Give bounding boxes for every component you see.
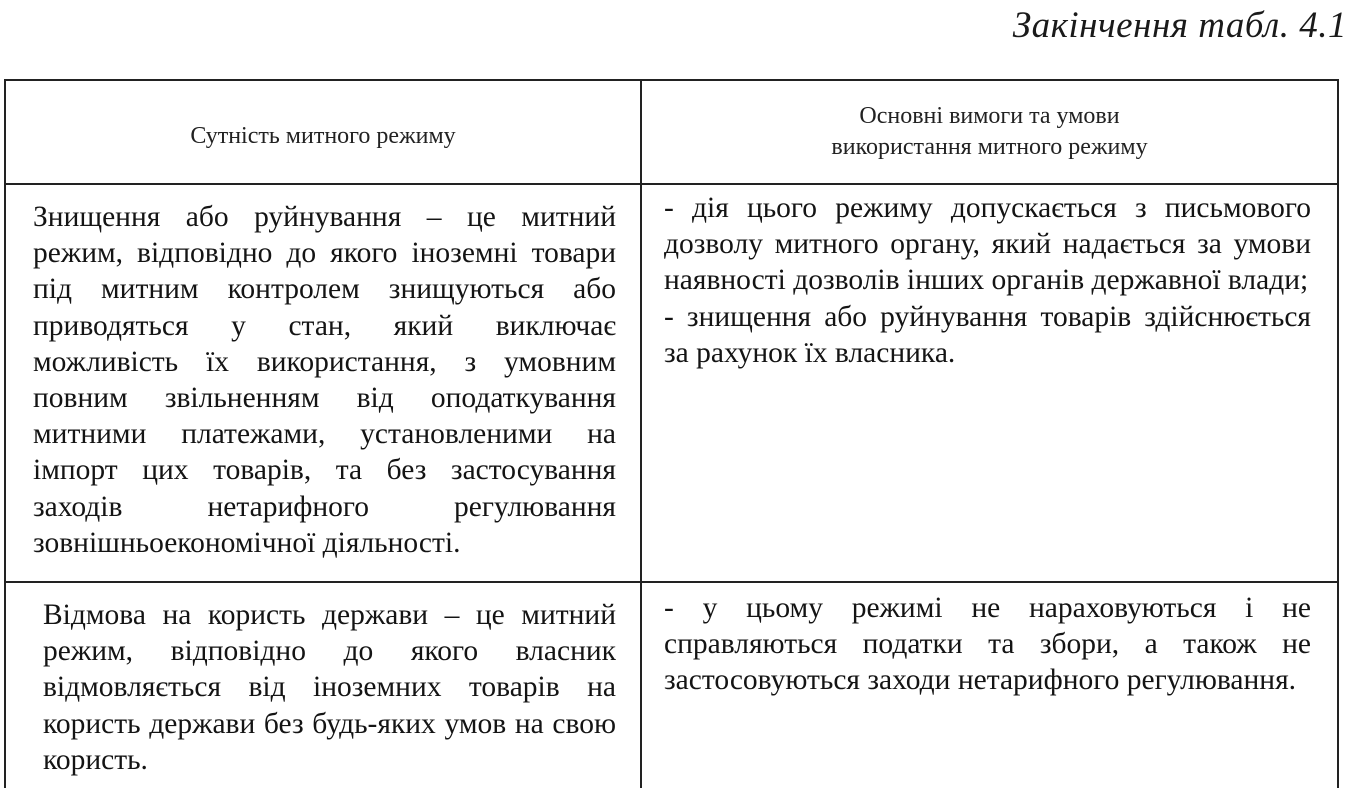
table-row [6,185,1337,583]
essence-text: Знищення або руйнування – це митний режим, відповідно до якого іноземні товари під митним контролем знищуються або приводяться у стан, який виключає можливість їх використання, з умовним повним звільненням від оподаткування митними платежами, установленими на імпорт цих товарів, та без застосування заходів нетарифного регулювання зовнішньоекономічної діяльності. [33,201,616,559]
essence-text: Відмова на користь держави – це митний режим, відповідно до якого власник відмовляється від іноземних товарів на користь держави без будь-яких умов на свою користь. [43,599,616,776]
requirements-cell [642,185,1337,581]
table-row [6,583,1337,788]
table-header-row [6,81,1337,185]
essence-cell [6,583,642,788]
table-caption: Закінчення табл. 4.1 [1012,5,1347,46]
header-essence: Сутність митного режиму [6,81,642,183]
essence-cell [6,185,642,581]
requirements-cell [642,583,1337,788]
header-requirements-label: Основні вимоги та умови використання митного режиму [831,103,1148,160]
requirement-item: - дія цього режиму допускається з письмового дозволу митного органу, який надається за умови наявності дозволів інших органів державної влади; [664,192,1311,297]
customs-regime-table [4,79,1339,788]
requirement-item: - у цьому режимі не нараховуються і не справляються податки та збори, а також не застосовуються заходи нетарифного регулювання. [664,592,1311,697]
requirement-item: - знищення або руйнування товарів здійснюється за рахунок їх власника. [664,300,1311,369]
header-requirements [642,81,1337,183]
